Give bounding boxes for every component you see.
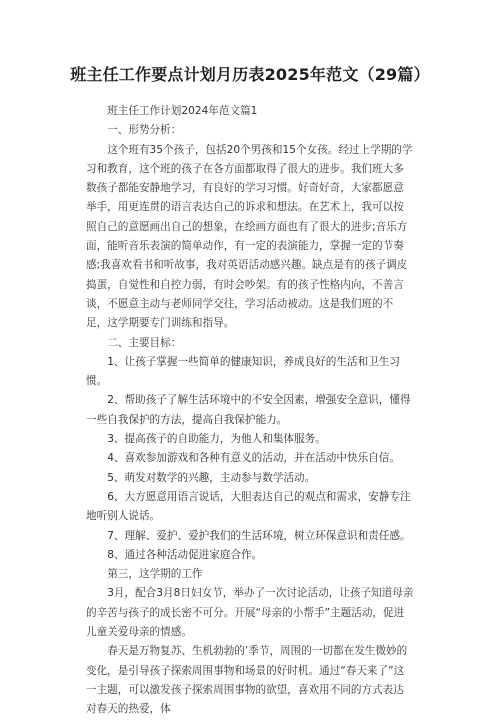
article-heading: 班主任工作计划2024年范文篇1: [107, 105, 258, 117]
section-3-paragraph: 3月，配合3月8日妇女节，举办了一次讨论活动，让孩子知道母亲的辛苦与孩子的成长密不可分。开展“母亲的小帮手”主题活动，促进儿童关爱母亲的情感。: [86, 587, 414, 639]
goal-item: 3、提高孩子的自助能力，为他人和集体服务。: [107, 433, 326, 446]
section-1-paragraph: 这个班有35个孩子，包括20个男孩和15个女孩。经过上学期的学习和教育，这个班的孩子在各方面都取得了很大的进步。我们班大多数孩子都能安静地学习，有良好的学习习惯。好奇好奇，大家都愿意举手，用更连贯的语言表达自己的诉求和想法。在艺术上，我可以按照自己的意愿画出自己的想象，在绘画方面也有了很大的进步;音乐方面，能听音乐表演的简单动作，有一定的表演能力，掌握一定的节奏感;我喜欢看书和听故事，我对英语活动感兴趣。缺点是有的孩子调皮捣蛋，自觉性和自控力弱，有时会吵架。有的孩子性格内向，不善言谈，不愿意主动与老师同学交往，学习活动被动。这是我们班的不足，这学期要专门训练和指导。: [86, 143, 413, 330]
goal-item: 5、萌发对数学的兴趣，主动参与数学活动。: [107, 471, 316, 484]
goal-item: 8、通过各种活动促进家庭合作。: [107, 548, 263, 561]
goal-item: 2、帮助孩子了解生活环境中的不安全因素，增强安全意识，懂得一些自我保护的方法，提高自我保护能力。: [86, 394, 411, 426]
section-3-title: 第三，这学期的工作: [107, 568, 203, 581]
section-3-paragraph: 春天是万物复苏、生机勃勃的’季节，周围的一切都在发生微妙的变化，是引导孩子探索周围事物和场景的好时机。通过“春天来了”这一主题，可以激发孩子探索周围事物的欲望，喜欢用不同的方式表达对春天的热爱，体: [86, 645, 408, 716]
goal-item: 6、大方愿意用语言说话，大胆表达自己的观点和需求，安静专注地听别人说话。: [86, 490, 411, 523]
goal-item: 4、喜欢参加游戏和各种有意义的活动，并在活动中快乐自信。: [107, 452, 400, 465]
goal-item: 7、理解、爱护、爱护我们的生活环境，树立环保意识和责任感。: [107, 529, 411, 542]
section-2-title: 二、主要目标：: [107, 336, 182, 349]
document-title: 班主任工作要点计划月历表2025年范文（29篇）: [70, 65, 430, 84]
section-1-title: 一、形势分析：: [107, 124, 182, 137]
document-body: [86, 102, 414, 720]
goal-item: 1、让孩子掌握一些简单的健康知识，养成良好的生活和卫生习惯。: [86, 355, 400, 388]
